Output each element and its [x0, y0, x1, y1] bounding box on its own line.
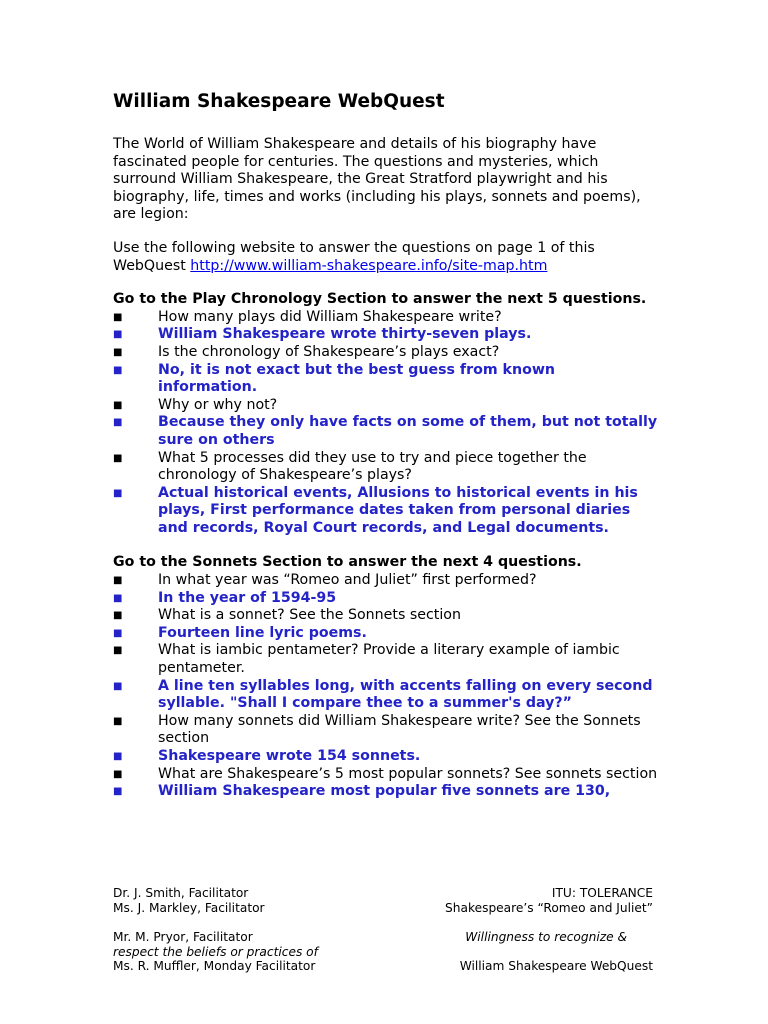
bullet-square-icon: ■: [113, 452, 123, 464]
bullet-square-icon: ■: [113, 751, 123, 762]
question-item: [113, 642, 658, 677]
section-heading-play-chronology: Go to the Play Chronology Section to answer the next 5 questions.: [113, 291, 647, 308]
bullet-square-icon: ■: [113, 680, 123, 692]
question-text: Is the chronology of Shakespeare’s plays exact?: [158, 343, 500, 360]
footer-tolerance-definition-2: respect the beliefs or practices of: [113, 944, 318, 959]
answer-text: Fourteen line lyric poems.: [158, 624, 367, 641]
question-text: In what year was “Romeo and Juliet” first performed?: [158, 572, 537, 589]
document-body: [113, 90, 658, 818]
question-text: How many plays did William Shakespeare write?: [158, 308, 502, 325]
question-text: How many sonnets did William Shakespeare write? See the Sonnets section: [158, 712, 641, 747]
question-text: What is a sonnet? See the Sonnets section: [158, 607, 461, 624]
footer-facilitator-4: Ms. R. Muffler, Monday Facilitator: [113, 959, 316, 974]
intro-paragraph: The World of William Shakespeare and details of his biography have fascinated people for centuries. The questions and mysteries, which surround William Shakespeare, the Great Stratford playwright and his biography, life, times and works (including his plays, sonnets and poems), are legion:: [113, 136, 641, 223]
question-item: [113, 450, 658, 485]
answer-text: Because they only have facts on some of them, but not totally sure on others: [158, 414, 658, 448]
answer-text: William Shakespeare wrote thirty-seven plays.: [158, 326, 532, 343]
answer-item: [113, 625, 658, 643]
bullet-square-icon: ■: [113, 346, 123, 358]
bullet-square-icon: ■: [113, 487, 123, 499]
answer-item: [113, 783, 658, 801]
answer-text: A line ten syllables long, with accents falling on every second syllable. "Shall I compare thee to a summer's day?”: [158, 677, 653, 712]
website-paragraph: [113, 240, 658, 275]
question-text: Why or why not?: [158, 396, 278, 413]
question-text: What is iambic pentameter? Provide a literary example of iambic pentameter.: [158, 642, 620, 677]
answer-item: [113, 748, 658, 766]
bullet-square-icon: ■: [113, 592, 123, 604]
bullet-square-icon: ■: [113, 610, 123, 622]
section-heading-sonnets: Go to the Sonnets Section to answer the next 4 questions.: [113, 554, 582, 571]
answer-text: William Shakespeare most popular five sonnets are 130,: [158, 783, 611, 800]
question-item: [113, 713, 658, 748]
question-item: [113, 607, 658, 625]
website-prefix: Use the following website to answer the questions on page 1 of this WebQuest: [113, 239, 595, 274]
answer-item: [113, 362, 658, 397]
question-item: [113, 572, 658, 590]
footer-itu-label: ITU: TOLERANCE: [551, 886, 653, 900]
answer-item: [113, 485, 658, 538]
bullet-square-icon: ■: [113, 311, 123, 323]
question-text: What are Shakespeare’s 5 most popular sonnets? See sonnets section: [158, 765, 658, 782]
answer-text: Actual historical events, Allusions to historical events in his plays, First performance dates taken from personal diaries and records, Royal Court records, and Legal documents.: [158, 484, 638, 536]
page-footer: [113, 886, 653, 974]
question-item: [113, 397, 658, 415]
page-title: William Shakespeare WebQuest: [113, 91, 445, 112]
bullet-square-icon: ■: [113, 575, 123, 587]
footer-facilitator-3: Mr. M. Pryor, Facilitator: [113, 930, 253, 945]
answer-item: [113, 414, 658, 449]
footer-doc-title: William Shakespeare WebQuest: [459, 959, 653, 974]
question-item: [113, 309, 658, 327]
answer-item: [113, 590, 658, 608]
question-item: [113, 344, 658, 362]
question-text: What 5 processes did they use to try and piece together the chronology of Shakespeare’s plays?: [158, 449, 587, 484]
question-list-sonnets: [113, 572, 658, 801]
answer-text: In the year of 1594-95: [158, 589, 337, 606]
answer-item: [113, 678, 658, 713]
website-link[interactable]: http://www.william-shakespeare.info/site-map.htm: [190, 257, 548, 274]
bullet-square-icon: ■: [113, 786, 123, 798]
question-list-play-chronology: [113, 309, 658, 538]
bullet-square-icon: ■: [113, 417, 123, 429]
bullet-square-icon: ■: [113, 645, 123, 657]
bullet-square-icon: ■: [113, 399, 123, 411]
footer-play-title: Shakespeare’s “Romeo and Juliet”: [445, 900, 653, 915]
footer-tolerance-definition-1: Willingness to recognize &: [465, 930, 627, 945]
bullet-square-icon: ■: [113, 627, 123, 639]
question-item: [113, 766, 658, 784]
footer-facilitator-1: Dr. J. Smith, Facilitator: [113, 886, 249, 900]
bullet-square-icon: ■: [113, 768, 123, 780]
answer-text: Shakespeare wrote 154 sonnets.: [158, 748, 421, 764]
bullet-square-icon: ■: [113, 715, 123, 727]
answer-item: [113, 326, 658, 344]
answer-text: No, it is not exact but the best guess from known information.: [158, 361, 556, 396]
bullet-square-icon: ■: [113, 364, 123, 376]
bullet-square-icon: ■: [113, 329, 123, 341]
footer-facilitator-2: Ms. J. Markley, Facilitator: [113, 900, 265, 915]
